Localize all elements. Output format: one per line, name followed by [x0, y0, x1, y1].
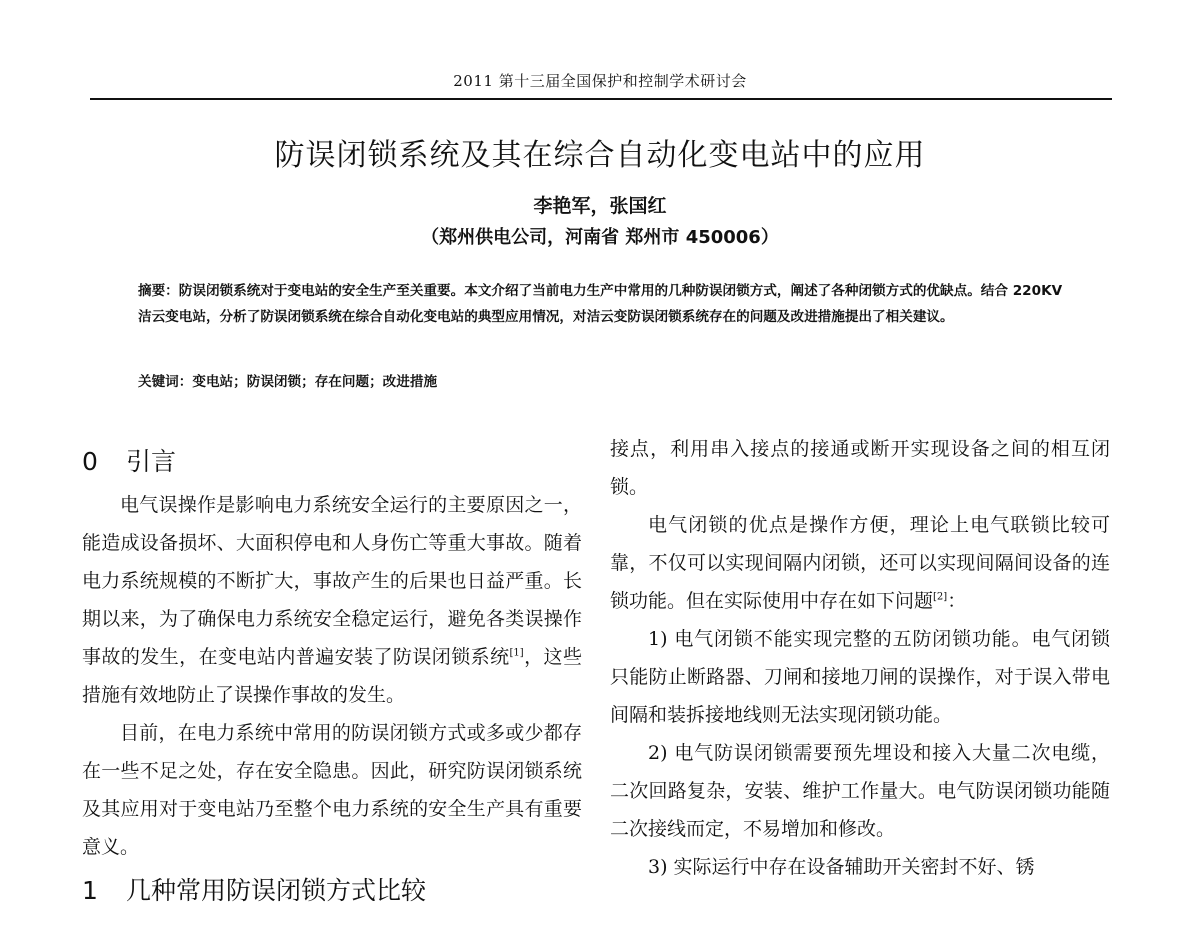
- left-column: [82, 430, 582, 915]
- paragraph-text: ，这些措施有效地防止了误操作事故的发生。: [82, 646, 582, 706]
- paragraph-text: 电气误操作是影响电力系统安全运行的主要原因之一，能造成设备损坏、大面积停电和人身伤亡等重大事故。随着电力系统规模的不断扩大，事故产生的后果也日益严重。长期以来，为了确保电力系统安全稳定运行，避免各类误操作事故的发生，在变电站内普遍安装了防误闭锁系统: [82, 494, 582, 668]
- right-column: [610, 430, 1110, 886]
- section-heading-1: [82, 875, 582, 907]
- affiliation: （郑州供电公司，河南省 郑州市 450006）: [421, 227, 779, 248]
- paper-title: 防误闭锁系统及其在综合自动化变电站中的应用: [274, 138, 926, 173]
- paragraph: 2) 电气防误闭锁需要预先埋设和接入大量二次电缆，二次回路复杂，安装、维护工作量大。电气防误闭锁功能随二次接线而定，不易增加和修改。: [610, 742, 1110, 840]
- section-title: 几种常用防误闭锁方式比较: [126, 876, 427, 905]
- abstract: 摘要：防误闭锁系统对于变电站的安全生产至关重要。本文介绍了当前电力生产中常用的几种防误闭锁方式，阐述了各种闭锁方式的优缺点。结合 220KV 洁云变电站，分析了防误闭锁系统在综合自动化变电站的典型应用情况，对洁云变防误闭锁系统存在的问题及改进措施提出了相关建议。: [138, 283, 1063, 325]
- paragraph: 目前，在电力系统中常用的防误闭锁方式或多或少都存在一些不足之处，存在安全隐患。因此，研究防误闭锁系统及其应用对于变电站乃至整个电力系统的安全生产具有重要意义。: [82, 722, 582, 858]
- header-rule: [90, 98, 1112, 100]
- authors: 李艳军，张国红: [533, 195, 667, 217]
- citation-ref: [2]: [933, 591, 948, 603]
- citation-ref: [1]: [509, 647, 524, 659]
- paragraph: 3) 实际运行中存在设备辅助开关密封不好、锈: [648, 856, 1035, 878]
- paragraph-text: ：: [947, 590, 967, 612]
- section-number: 0: [82, 447, 98, 476]
- keywords: 关键词：变电站；防误闭锁；存在问题；改进措施: [138, 374, 438, 390]
- section-heading-intro: [82, 446, 582, 478]
- paragraph: [610, 506, 1110, 620]
- paragraph: 接点，利用串入接点的接通或断开实现设备之间的相互闭锁。: [610, 438, 1110, 498]
- paragraph: 1) 电气闭锁不能实现完整的五防闭锁功能。电气闭锁只能防止断路器、刀闸和接地刀闸的误操作，对于误入带电间隔和装拆接地线则无法实现闭锁功能。: [610, 628, 1110, 726]
- section-number: 1: [82, 876, 98, 905]
- paragraph-text: 电气闭锁的优点是操作方便，理论上电气联锁比较可靠，不仅可以实现间隔内闭锁，还可以实现间隔间设备的连锁功能。但在实际使用中存在如下问题: [610, 514, 1110, 612]
- running-header: 2011 第十三届全国保护和控制学术研讨会: [453, 72, 747, 90]
- paragraph: [82, 486, 582, 714]
- section-title: 引言: [126, 447, 177, 476]
